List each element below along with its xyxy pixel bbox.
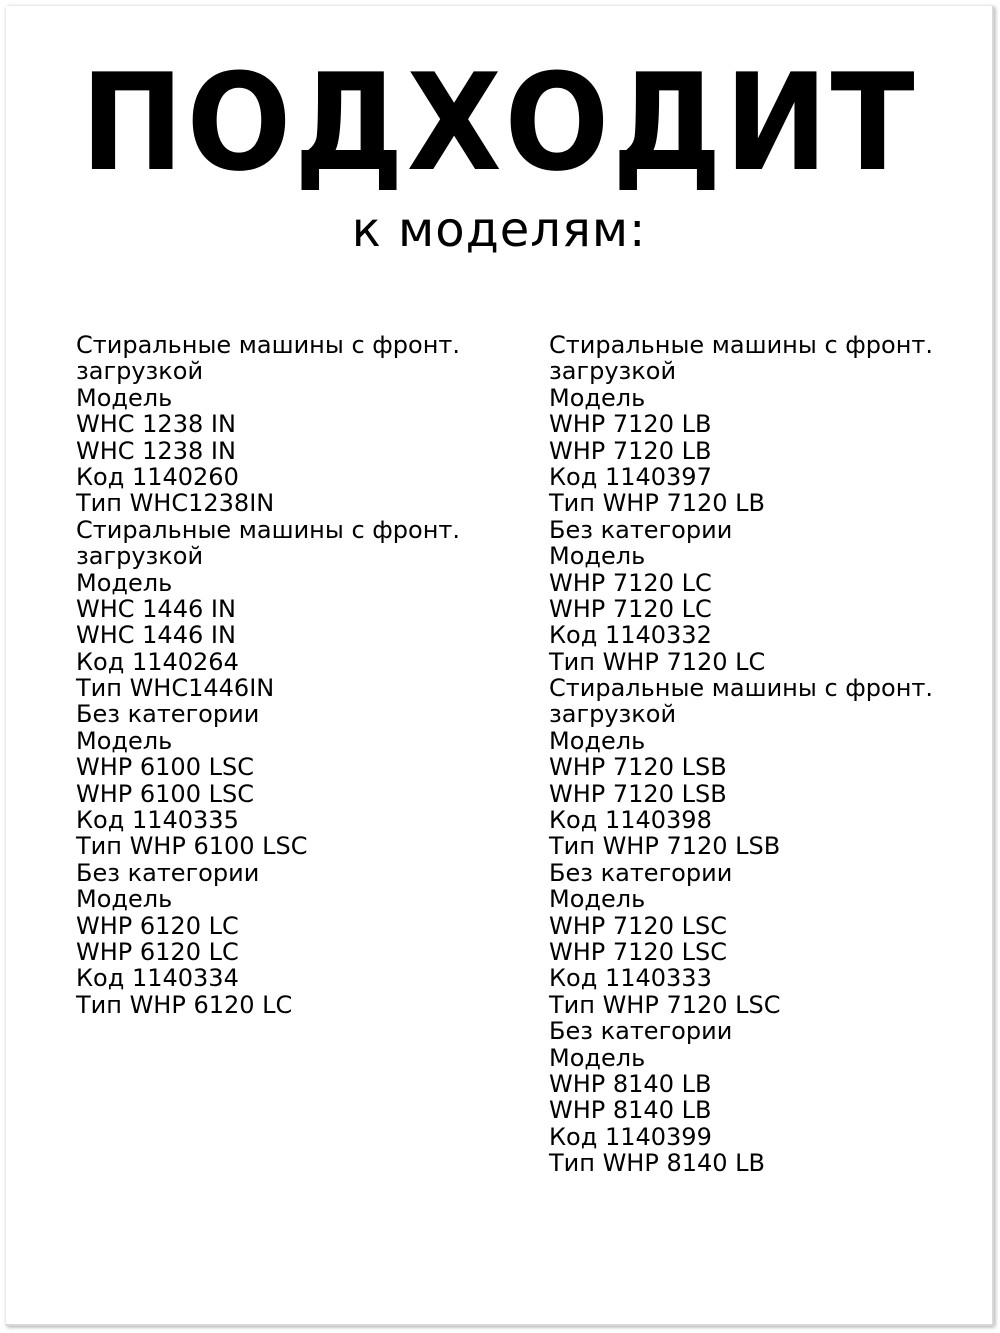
- model-list-line: Код 1140333: [549, 964, 712, 993]
- model-list-line: WHP 7120 LB: [549, 436, 712, 465]
- model-list-line: WHP 6120 LC: [76, 911, 239, 940]
- model-list-line: загрузкой: [549, 357, 677, 386]
- model-list-line: загрузкой: [549, 700, 677, 729]
- model-list-line: Тип WHP 8140 LB: [549, 1149, 765, 1178]
- model-list-line: WHC 1446 IN: [76, 621, 236, 650]
- model-list-line: WHP 6100 LSC: [76, 779, 254, 808]
- models-list-left: [76, 332, 460, 1018]
- model-list-line: Без категории: [549, 858, 733, 887]
- model-list-line: WHP 6100 LSC: [76, 753, 254, 782]
- model-list-line: WHP 7120 LSC: [549, 911, 727, 940]
- model-list-line: WHP 7120 LB: [549, 410, 712, 439]
- model-list-line: WHP 7120 LC: [549, 594, 712, 623]
- model-list-line: WHP 7120 LSC: [549, 937, 727, 966]
- model-list-line: Тип WHP 6100 LSC: [76, 832, 308, 861]
- model-list-line: WHP 8140 LB: [549, 1096, 712, 1125]
- model-list-line: WHP 7120 LSB: [549, 753, 727, 782]
- page-title: ПОДХОДИТ: [80, 45, 918, 201]
- model-list-line: Код 1140260: [76, 462, 239, 491]
- model-list-line: WHP 8140 LB: [549, 1069, 712, 1098]
- model-list-line: Стиральные машины с фронт.: [76, 331, 460, 359]
- model-list-line: Тип WHC1446IN: [76, 674, 275, 703]
- model-list-line: загрузкой: [76, 357, 204, 386]
- model-list-line: Стиральные машины с фронт.: [549, 674, 933, 703]
- model-list-line: Тип WHP 7120 LC: [549, 647, 766, 676]
- model-list-line: Стиральные машины с фронт.: [76, 515, 460, 544]
- model-list-line: Модель: [549, 1043, 646, 1072]
- model-list-line: Без категории: [549, 515, 733, 544]
- model-list-line: загрузкой: [76, 542, 204, 571]
- model-list-line: Без категории: [549, 1017, 733, 1046]
- model-list-line: Модель: [76, 568, 173, 597]
- model-list-line: Тип WHP 7120 LSC: [549, 990, 781, 1019]
- model-list-line: WHP 7120 LSB: [549, 779, 727, 808]
- model-list-line: Стиральные машины с фронт.: [549, 331, 933, 359]
- model-list-line: Код 1140398: [549, 806, 712, 835]
- model-list-line: Код 1140335: [76, 806, 239, 835]
- model-list-line: Тип WHP 7120 LB: [549, 489, 765, 518]
- model-list-line: WHC 1238 IN: [76, 410, 236, 439]
- model-list-line: Код 1140332: [549, 621, 712, 650]
- model-list-line: Без категории: [76, 700, 260, 729]
- model-list-line: Код 1140399: [549, 1122, 712, 1151]
- model-list-line: Тип WHP 6120 LC: [76, 990, 293, 1019]
- model-list-line: Тип WHP 7120 LSB: [549, 832, 781, 861]
- model-list-line: WHC 1238 IN: [76, 436, 236, 465]
- page-subtitle: к моделям:: [351, 202, 647, 258]
- document-page: [6, 6, 994, 1326]
- model-list-line: WHP 7120 LC: [549, 568, 712, 597]
- model-list-line: Модель: [76, 885, 173, 914]
- model-list-line: Модель: [76, 726, 173, 755]
- model-list-line: Тип WHC1238IN: [76, 489, 275, 518]
- model-list-line: Модель: [549, 383, 646, 412]
- models-list-right: [549, 332, 933, 1177]
- model-list-line: Модель: [549, 885, 646, 914]
- model-list-line: Код 1140264: [76, 647, 239, 676]
- model-list-line: WHC 1446 IN: [76, 594, 236, 623]
- model-list-line: WHP 6120 LC: [76, 937, 239, 966]
- model-list-line: Код 1140334: [76, 964, 239, 993]
- model-list-line: Без категории: [76, 858, 260, 887]
- model-list-line: Модель: [549, 726, 646, 755]
- model-list-line: Модель: [76, 383, 173, 412]
- model-list-line: Код 1140397: [549, 462, 712, 491]
- model-list-line: Модель: [549, 542, 646, 571]
